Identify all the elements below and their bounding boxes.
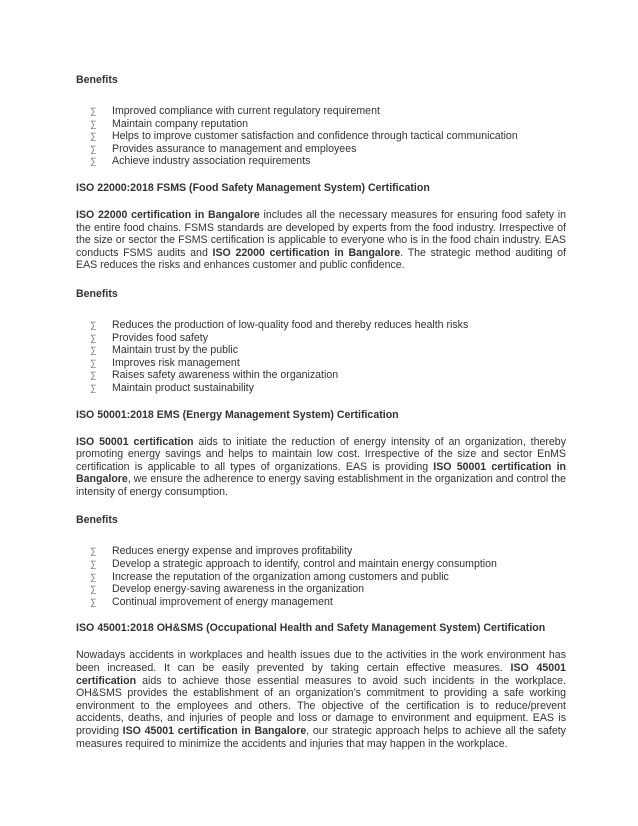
sigma-bullet-icon: ∑ xyxy=(90,118,97,129)
fsms-heading: ISO 22000:2018 FSMS (Food Safety Management System) Certification xyxy=(76,181,430,194)
sigma-bullet-icon: ∑ xyxy=(90,584,97,595)
sigma-bullet-icon: ∑ xyxy=(90,106,97,116)
list-item: ∑ Maintain trust by the public xyxy=(76,344,566,357)
list-item: ∑ Achieve industry association requirements xyxy=(76,155,566,168)
ohsms-paragraph: Nowadays accidents in workplaces and health issues due to the activities in the work environment has been increased. It can be easily prevented by taking certain effective measures. ISO 45001 certification aids to achieve those essential measures to avoid such incidents in the workplace. OH&SMS provides the establishment of an organization’s commitment to providing a safe working environment to the employees and others. The objective of the certification is to reduce/prevent accidents, deaths, and injuries of people and loss or damage to environment and equipment. EAS is providing ISO 45001 certification in Bangalore, our strategic approach helps to achieve all the safety measures required to minimize the accidents and injuries that may happen in the workplace. xyxy=(76,649,566,750)
enms-heading: ISO 50001:2018 EMS (Energy Management System) Certification xyxy=(76,408,399,421)
list-item: ∑ Improves risk management xyxy=(76,357,566,370)
sigma-bullet-icon: ∑ xyxy=(90,319,97,330)
sigma-bullet-icon: ∑ xyxy=(90,345,97,356)
list-item: ∑ Provides assurance to management and employees xyxy=(76,143,566,156)
enms-paragraph: ISO 50001 certification aids to initiate the reduction of energy intensity of an organization, thereby promoting energy savings and helps to maintain low cost. Irrespective of the size and sector EnMS certification is applicable to all types of organizations. EAS is providing ISO 50001 certification in Bangalore, we ensure the adherence to energy saving establishment in the organization and control the intensity of energy consumption. xyxy=(76,435,567,498)
sigma-bullet-icon: ∑ xyxy=(90,370,97,381)
benefits-list-1 xyxy=(76,105,566,168)
benefits-heading-3: Benefits xyxy=(76,514,118,527)
benefits-list-2 xyxy=(76,319,566,395)
list-item: ∑ Helps to improve customer satisfaction and confidence through tactical communication xyxy=(76,130,566,143)
list-item: ∑ Continual improvement of energy management xyxy=(76,596,566,609)
list-item: ∑ Develop a strategic approach to identify, control and maintain energy consumption xyxy=(76,558,566,571)
list-item: ∑ Maintain company reputation xyxy=(76,118,566,131)
sigma-bullet-icon: ∑ xyxy=(90,596,97,607)
list-item: ∑ Reduces energy expense and improves profitability xyxy=(76,545,566,558)
benefits-list-3 xyxy=(76,545,566,608)
ohsms-heading: ISO 45001:2018 OH&SMS (Occupational Health and Safety Management System) Certification xyxy=(76,622,546,635)
list-item: ∑ Reduces the production of low-quality food and thereby reduces health risks xyxy=(76,319,566,332)
benefits-heading-1: Benefits xyxy=(76,74,118,86)
benefits-heading-2: Benefits xyxy=(76,287,118,300)
sigma-bullet-icon: ∑ xyxy=(90,559,97,570)
sigma-bullet-icon: ∑ xyxy=(90,143,97,154)
list-item: ∑ Improved compliance with current regulatory requirement xyxy=(76,105,566,118)
list-item: ∑ Develop energy-saving awareness in the organization xyxy=(76,583,566,596)
fsms-paragraph: ISO 22000 certification in Bangalore includes all the necessary measures for ensuring food safety in the entire food chains. FSMS standards are developed by experts from the food industry. Irrespective of the size or sector the FSMS certification is applicable to everyone who is in the food chain industry. EAS conducts FSMS audits and ISO 22000 certification in Bangalore. The strategic method auditing of EAS reduces the risks and enhances customer and public confidence. xyxy=(76,208,567,272)
list-item: ∑ Increase the reputation of the organization among customers and public xyxy=(76,571,566,584)
list-item: ∑ Maintain product sustainability xyxy=(76,382,566,395)
sigma-bullet-icon: ∑ xyxy=(90,357,97,368)
sigma-bullet-icon: ∑ xyxy=(90,131,97,142)
list-item: ∑ Provides food safety xyxy=(76,332,566,345)
sigma-bullet-icon: ∑ xyxy=(90,382,97,393)
sigma-bullet-icon: ∑ xyxy=(90,571,97,582)
sigma-bullet-icon: ∑ xyxy=(90,332,97,343)
sigma-bullet-icon: ∑ xyxy=(90,156,97,167)
sigma-bullet-icon: ∑ xyxy=(90,546,97,557)
list-item: ∑ Raises safety awareness within the organization xyxy=(76,369,566,382)
